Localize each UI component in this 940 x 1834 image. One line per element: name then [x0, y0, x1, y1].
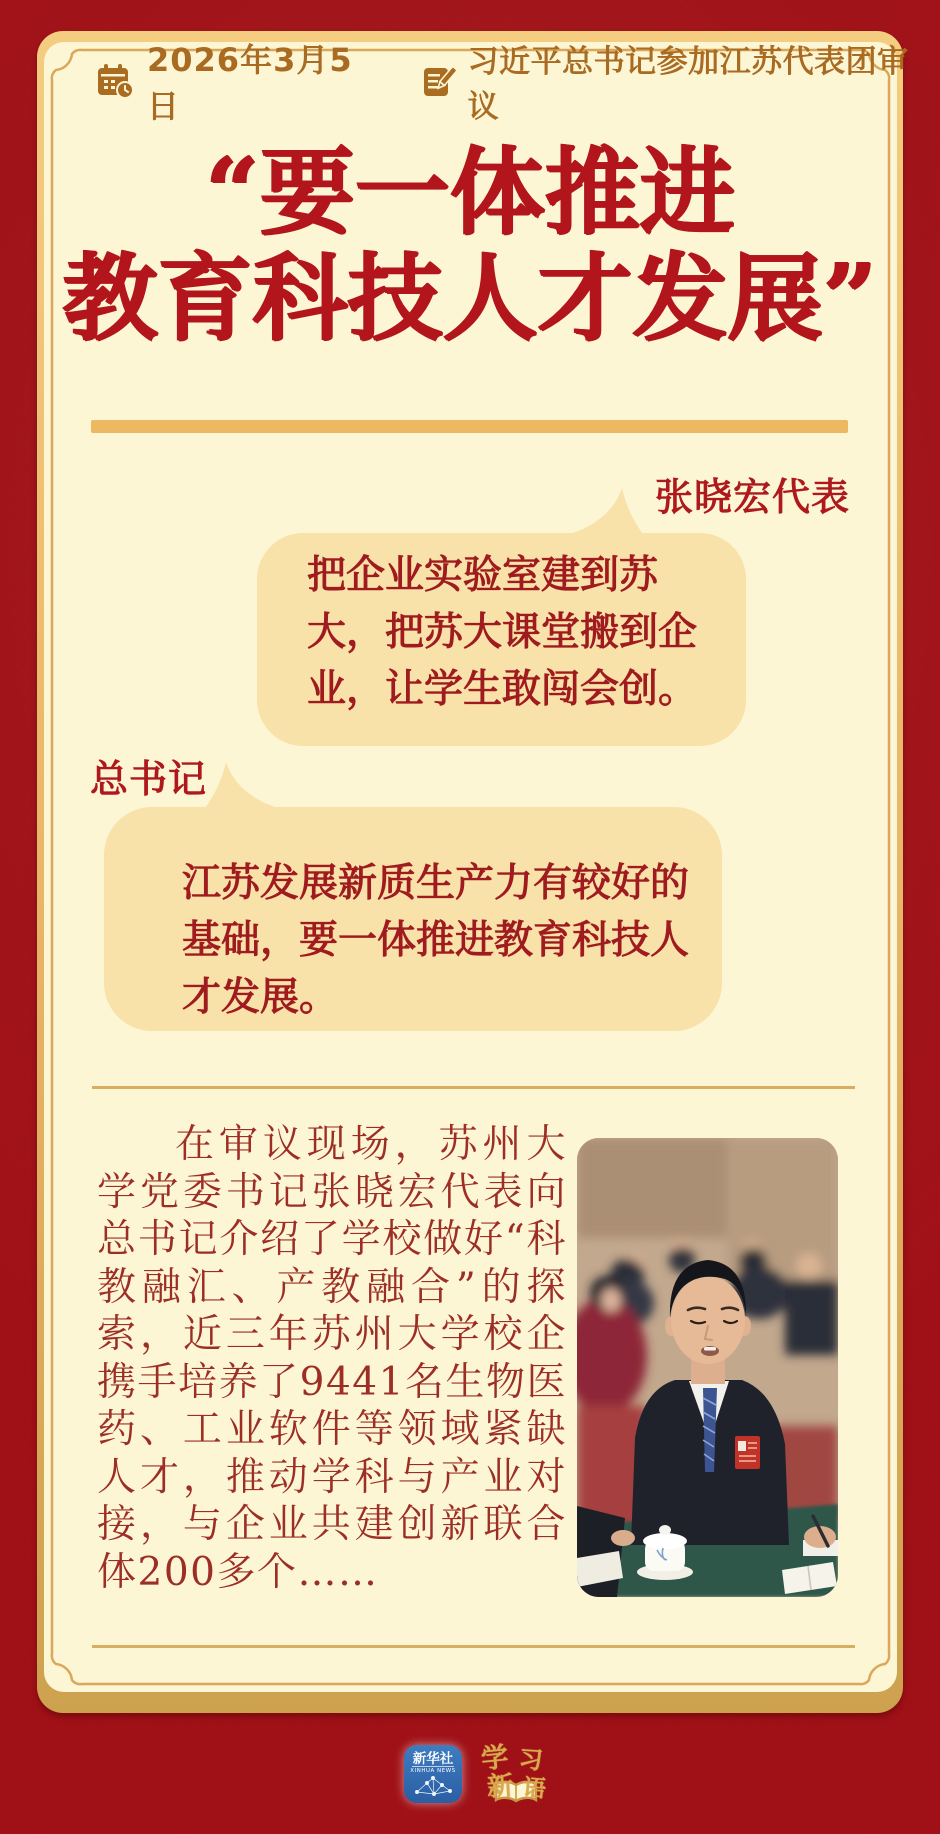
speaker-label-zhangxiaohong: 张晓宏代表 [654, 475, 850, 519]
xuexi-char-4: 语 [521, 1774, 547, 1803]
thin-divider-bottom [92, 1645, 855, 1648]
gold-divider [91, 420, 848, 433]
xuexi-char-3: 新 [486, 1771, 514, 1803]
header-row [95, 41, 940, 125]
xinhua-logo-subtitle: XINHUA NEWS [410, 1768, 456, 1774]
event-title: 习近平总书记参加江苏代表团审议 [467, 44, 909, 125]
headline-line2: 教育科技人才发展” [62, 243, 878, 354]
xuexi-char-1: 学 [479, 1741, 510, 1776]
scene-photo-illustration [577, 1138, 838, 1597]
bubble-tail-right [540, 484, 650, 540]
xinhua-network-glyph [415, 1776, 451, 1795]
xuexi-char-2: 习 [517, 1744, 544, 1775]
headline-line1: “要一体推进 [205, 137, 735, 248]
xinhua-logo-name: 新华社 [412, 1751, 454, 1767]
speaker-label-zongshuji: 总书记 [90, 757, 208, 801]
article-paragraph: 在审议现场，苏州大学党委书记张晓宏代表向总书记介绍了学校做好“科教融汇、产教融合”的探索，近三年苏州大学校企携手培养了9441名生物医药、工业软件等领域紧缺人才，推动学科与产业对接，与企业共建创新联合体200多个…… [97, 1122, 567, 1595]
scene-photo [577, 1138, 838, 1597]
quote-bubble-zhangxiaohong: 把企业实验室建到苏大，把苏大课堂搬到企业，让学生敢闯会创。 [257, 533, 746, 746]
date-text: 2026年3月5日 [147, 41, 353, 125]
notebook-pencil-icon [420, 63, 456, 99]
xuexi-xinyu-logo [479, 1740, 553, 1806]
headline [50, 137, 890, 354]
thin-divider-top [92, 1086, 855, 1089]
calendar-clock-icon [95, 61, 135, 101]
bubble-tail-left [198, 758, 308, 814]
quote-bubble-zongshuji: 江苏发展新质生产力有较好的基础，要一体推进教育科技人才发展。 [104, 807, 722, 1031]
xinhua-news-logo [404, 1745, 462, 1803]
